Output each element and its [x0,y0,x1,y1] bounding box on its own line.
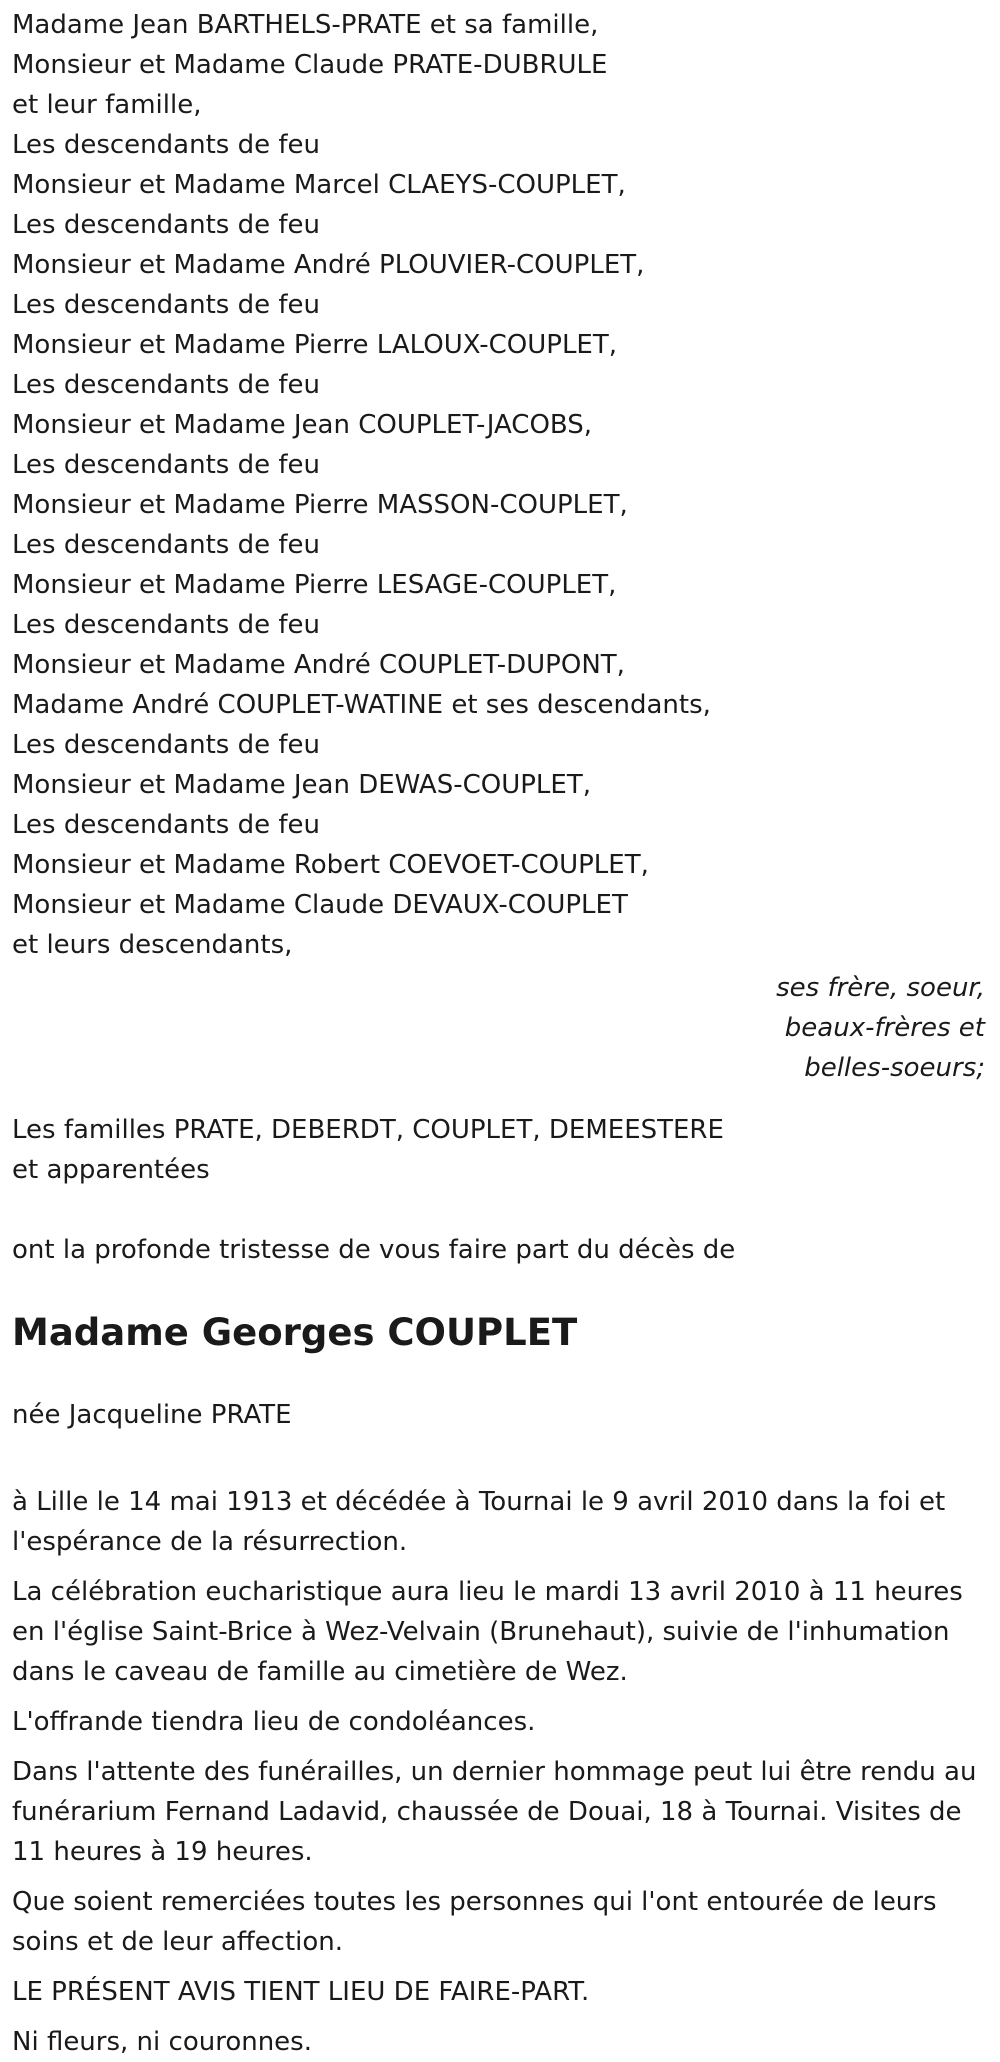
family-line: Monsieur et Madame Robert COEVOET-COUPLET, [12,850,649,880]
relationship-line: ses frère, soeur, [776,973,985,1003]
other-family-line: et apparentées [12,1155,210,1185]
family-line: Monsieur et Madame Marcel CLAEYS-COUPLET, [12,170,626,200]
family-line: Les descendants de feu [12,810,320,840]
family-line: Monsieur et Madame Claude PRATE-DUBRULE [12,50,608,80]
family-line: Les descendants de feu [12,290,320,320]
family-line: Madame Jean BARTHELS-PRATE et sa famille, [12,10,599,40]
family-line: Les descendants de feu [12,450,320,480]
birth-death-paragraph: à Lille le 14 mai 1913 et décédée à Tournai le 9 avril 2010 dans la foi et l'espérance de la résurrection. [12,1487,946,1557]
family-line: Les descendants de feu [12,210,320,240]
family-line: Monsieur et Madame Pierre LESAGE-COUPLET, [12,570,617,600]
family-line: Monsieur et Madame Pierre MASSON-COUPLET, [12,490,628,520]
family-list [12,0,988,965]
visitation-paragraph: Dans l'attente des funérailles, un dernier hommage peut lui être rendu au funérarium Fernand Ladavid, chaussée de Douai, 18 à Tournai. Visites de 11 heures à 19 heures. [12,1757,977,1867]
family-line: Les descendants de feu [12,130,320,160]
condolences-paragraph: L'offrande tiendra lieu de condoléances. [12,1707,536,1737]
flowers-paragraph: Ni fleurs, ni couronnes. [12,2027,312,2057]
other-family-line: Les familles PRATE, DEBERDT, COUPLET, DEMEESTERE [12,1115,724,1145]
family-line: et leurs descendants, [12,930,293,960]
notice-paragraph: LE PRÉSENT AVIS TIENT LIEU DE FAIRE-PART. [12,1977,590,2007]
family-line: Monsieur et Madame Pierre LALOUX-COUPLET, [12,330,618,360]
family-line: Monsieur et Madame Jean DEWAS-COUPLET, [12,770,591,800]
relationship-line: belles-soeurs; [804,1053,985,1083]
other-families [12,1110,988,1190]
family-line: Monsieur et Madame Claude DEVAUX-COUPLET [12,890,628,920]
announcement-text: ont la profonde tristesse de vous faire part du décès de [12,1235,736,1265]
relationship-note [12,968,988,1088]
thanks-paragraph: Que soient remerciées toutes les personnes qui l'ont entourée de leurs soins et de leur affection. [12,1887,937,1957]
ceremony-paragraph: La célébration eucharistique aura lieu le mardi 13 avril 2010 à 11 heures en l'église Saint-Brice à Wez-Velvain (Brunehaut), suivie de l'inhumation dans le caveau de famille au cimetière de Wez. [12,1577,963,1687]
family-line: et leur famille, [12,90,202,120]
family-line: Madame André COUPLET-WATINE et ses descendants, [12,690,711,720]
family-line: Monsieur et Madame Jean COUPLET-JACOBS, [12,410,593,440]
deceased-name: Madame Georges COUPLET [12,1311,578,1354]
family-line: Les descendants de feu [12,370,320,400]
family-line: Monsieur et Madame André COUPLET-DUPONT, [12,650,625,680]
family-line: Les descendants de feu [12,730,320,760]
relationship-line: beaux-frères et [784,1013,985,1043]
family-line: Les descendants de feu [12,610,320,640]
family-line: Les descendants de feu [12,530,320,560]
maiden-name: née Jacqueline PRATE [12,1400,292,1430]
family-line: Monsieur et Madame André PLOUVIER-COUPLET, [12,250,645,280]
